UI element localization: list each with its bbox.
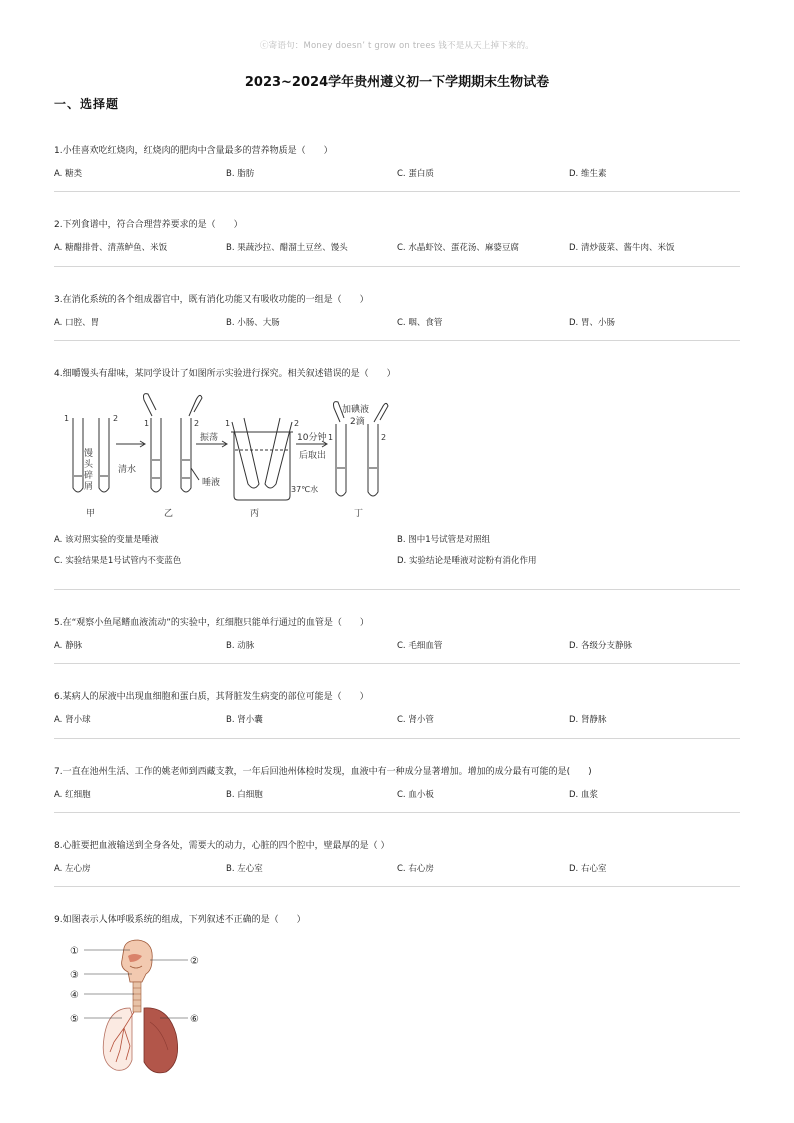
- option-a[interactable]: A. 该对照实验的变量是唾液: [54, 535, 159, 545]
- trachea: [133, 982, 141, 1012]
- option-b[interactable]: B. 脂肪: [226, 169, 255, 179]
- divider: [54, 812, 740, 813]
- question-options: [54, 862, 740, 874]
- option-d[interactable]: D. 血浆: [569, 790, 598, 800]
- label-tube-2: 2: [294, 419, 300, 428]
- option-c[interactable]: C. 血小板: [397, 790, 434, 800]
- watermark: ⓒ寄语句：Money doesn’ t grow on trees 钱不是从天上掉下来的。: [259, 41, 535, 51]
- question-3: [54, 294, 740, 328]
- head-outline: [122, 940, 153, 982]
- label-6: ⑥: [190, 1014, 199, 1025]
- question-9: [54, 914, 740, 926]
- option-a[interactable]: A. 口腔、胃: [54, 318, 100, 328]
- label-bing: 丙: [250, 509, 260, 519]
- label-water: 清水: [118, 465, 137, 475]
- option-b[interactable]: B. 左心室: [226, 864, 263, 874]
- question-options: [54, 713, 740, 725]
- divider: [54, 191, 740, 192]
- experiment-figure: [54, 388, 414, 520]
- divider: [54, 886, 740, 887]
- label-jia: 甲: [86, 509, 96, 519]
- option-c[interactable]: C. 肾小管: [397, 715, 434, 725]
- label-two-drops: 2滴: [350, 417, 365, 427]
- label-ding: 丁: [354, 509, 364, 519]
- label-yi: 乙: [164, 509, 174, 519]
- label-2: ②: [190, 956, 199, 967]
- option-c[interactable]: C. 右心房: [397, 864, 434, 874]
- question-stem: 2.下列食谱中，符合合理营养要求的是（ ）: [54, 220, 243, 230]
- question-6: [54, 691, 740, 725]
- option-a[interactable]: A. 左心房: [54, 864, 91, 874]
- label-tube-1: 1: [144, 419, 150, 428]
- option-b[interactable]: B. 小肠、大肠: [226, 318, 280, 328]
- label-shake: 振荡: [200, 433, 219, 443]
- option-c[interactable]: C. 蛋白质: [397, 169, 434, 179]
- option-b[interactable]: B. 肾小囊: [226, 715, 263, 725]
- option-b[interactable]: B. 图中1号试管是对照组: [397, 535, 491, 545]
- option-d[interactable]: D. 各级分支静脉: [569, 641, 632, 651]
- label-tube-2: 2: [113, 414, 119, 423]
- question-stem: 5.在“观察小鱼尾鳍血液流动”的实验中，红细胞只能单行通过的血管是（ ）: [54, 618, 369, 628]
- option-a[interactable]: A. 糖醋排骨、清蒸鲈鱼、米饭: [54, 243, 168, 253]
- question-stem: 9.如图表示人体呼吸系统的组成，下列叙述不正确的是（ ）: [54, 915, 306, 925]
- question-options: [54, 533, 740, 567]
- question-4-options: [54, 533, 740, 567]
- question-stem: 8.心脏要把血液输送到全身各处，需要大的动力，心脏的四个腔中，壁最厚的是（ ）: [54, 841, 390, 851]
- option-d[interactable]: D. 实验结论是唾液对淀粉有消化作用: [397, 556, 537, 566]
- question-stem: 4.细嚼馒头有甜味，某同学设计了如图所示实验进行探究。相关叙述错误的是（ ）: [54, 369, 396, 379]
- tube-2: [368, 424, 378, 496]
- question-8: [54, 840, 740, 874]
- option-a[interactable]: A. 静脉: [54, 641, 83, 651]
- option-c[interactable]: C. 实验结果是1号试管内不变蓝色: [54, 556, 182, 566]
- label-saliva: 唾液: [202, 478, 221, 488]
- option-c[interactable]: C. 毛细血管: [397, 641, 443, 651]
- option-b[interactable]: B. 果蔬沙拉、醋溜土豆丝、馒头: [226, 243, 348, 253]
- label-mantou: 馒头碎屑: [82, 448, 92, 492]
- option-d[interactable]: D. 维生素: [569, 169, 607, 179]
- dropper: [144, 394, 157, 416]
- dropper: [189, 395, 202, 416]
- question-options: [54, 167, 740, 179]
- label-iodine: 加碘液: [342, 405, 370, 415]
- question-1: [54, 145, 740, 179]
- label-3: ③: [70, 970, 79, 981]
- page-title: 2023~2024学年贵州遵义初一下学期期末生物试卷: [244, 75, 550, 90]
- question-options: [54, 316, 740, 328]
- label-1: ①: [70, 946, 79, 957]
- label-take-out: 后取出: [299, 451, 327, 461]
- label-water-37: 37℃水: [291, 485, 319, 494]
- question-options: [54, 241, 740, 253]
- label-tube-1: 1: [225, 419, 231, 428]
- question-options: [54, 788, 740, 800]
- option-c[interactable]: C. 水晶虾饺、蛋花汤、麻婆豆腐: [397, 243, 519, 253]
- option-c[interactable]: C. 咽、食管: [397, 318, 443, 328]
- tube-2: [181, 418, 191, 492]
- divider: [54, 663, 740, 664]
- question-stem: 6.某病人的尿液中出现血细胞和蛋白质，其肾脏发生病变的部位可能是（ ）: [54, 692, 369, 702]
- label-tube-2: 2: [194, 419, 200, 428]
- tube-2: [99, 418, 109, 492]
- question-stem: 1.小佳喜欢吃红烧肉，红烧肉的肥肉中含量最多的营养物质是（ ）: [54, 146, 333, 156]
- tube-1: [336, 424, 346, 496]
- question-4: [54, 368, 740, 380]
- question-5: [54, 617, 740, 651]
- divider: [54, 589, 740, 590]
- divider: [54, 266, 740, 267]
- option-d[interactable]: D. 右心室: [569, 864, 607, 874]
- option-a[interactable]: A. 糖类: [54, 169, 83, 179]
- option-d[interactable]: D. 胃、小肠: [569, 318, 615, 328]
- dropper: [374, 403, 388, 422]
- tube-1: [232, 418, 259, 488]
- tube-2: [265, 418, 292, 488]
- option-b[interactable]: B. 动脉: [226, 641, 255, 651]
- respiratory-figure: [64, 938, 214, 1078]
- question-stem: 3.在消化系统的各个组成器官中，既有消化功能又有吸收功能的一组是（ ）: [54, 295, 369, 305]
- option-a[interactable]: A. 肾小球: [54, 715, 91, 725]
- divider: [54, 340, 740, 341]
- label-4: ④: [70, 990, 79, 1001]
- label-tube-1: 1: [328, 433, 334, 442]
- label-5: ⑤: [70, 1014, 79, 1025]
- option-d[interactable]: D. 清炒菠菜、酱牛肉、米饭: [569, 243, 675, 253]
- question-2: [54, 219, 740, 253]
- option-b[interactable]: B. 白细胞: [226, 790, 263, 800]
- label-tube-1: 1: [64, 414, 70, 423]
- tube-1: [151, 418, 161, 492]
- label-tube-2: 2: [381, 433, 387, 442]
- right-lung: [144, 1008, 178, 1073]
- question-7: [54, 766, 740, 800]
- option-a[interactable]: A. 红细胞: [54, 790, 91, 800]
- option-d[interactable]: D. 肾静脉: [569, 715, 607, 725]
- question-stem: 7.一直在池州生活、工作的姚老师到西藏支教，一年后回池州体检时发现，血液中有一种成分显著增加。增加的成分最有可能的是( ): [54, 767, 592, 777]
- label-ten-min: 10分钟: [297, 433, 327, 443]
- section-heading: 一、选择题: [54, 97, 120, 111]
- divider: [54, 738, 740, 739]
- question-options: [54, 639, 740, 651]
- beaker: [234, 432, 290, 500]
